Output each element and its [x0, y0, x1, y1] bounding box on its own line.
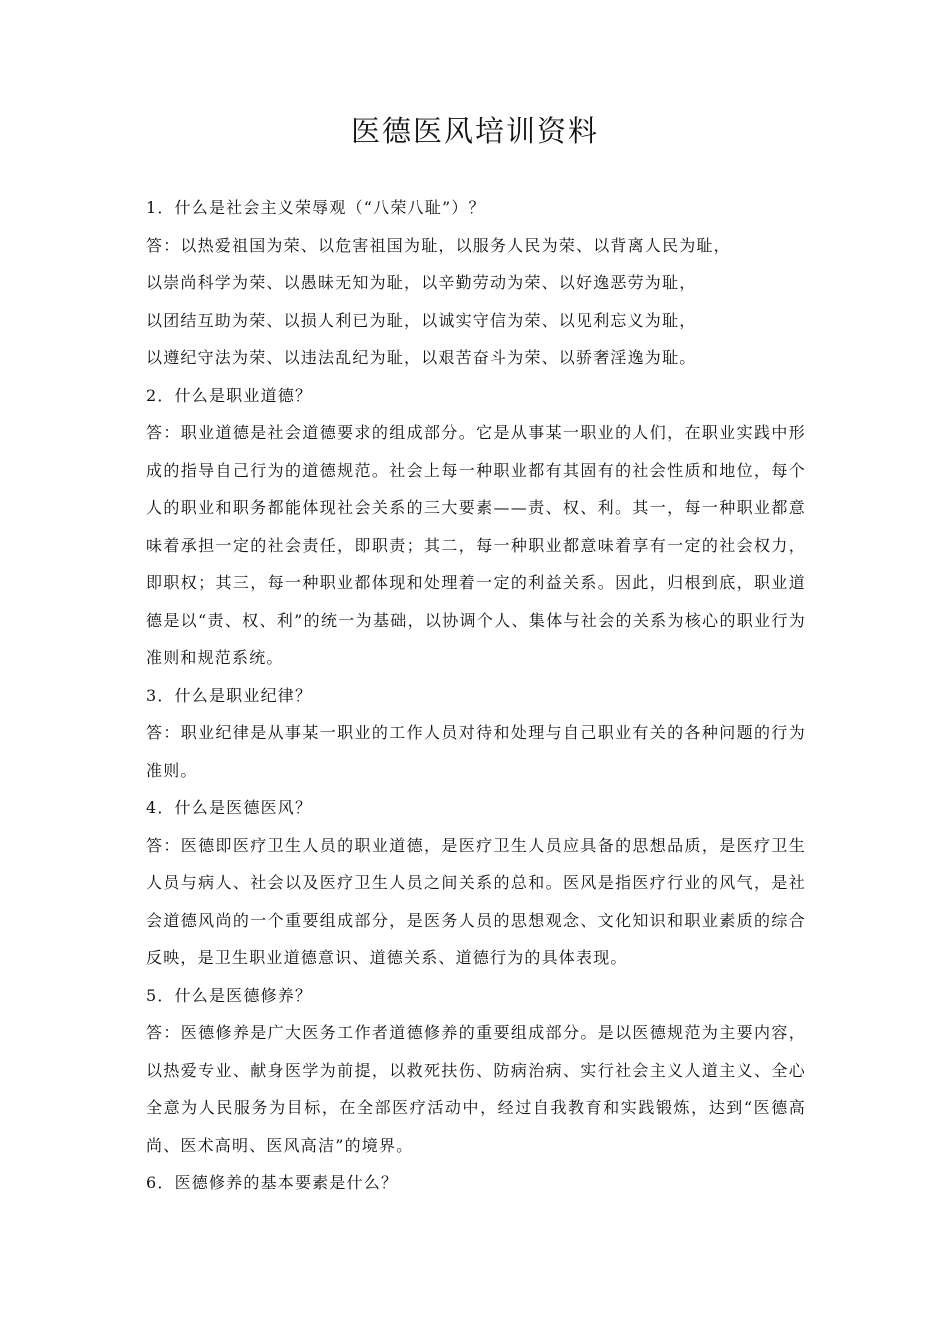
- answer-4: 答：医德即医疗卫生人员的职业道德，是医疗卫生人员应具备的思想品质，是医疗卫生人员与病人、社会以及医疗卫生人员之间关系的总和。医风是指医疗行业的风气，是社会道德风尚的一个重要组成部分，是医务人员的思想观念、文化知识和职业素质的综合反映，是卫生职业道德意识、道德关系、道德行为的具体表现。: [146, 835, 806, 967]
- answer-1-line-3: 以团结互助为荣、以损人利已为耻，以诚实守信为荣、以见利忘义为耻，: [146, 310, 697, 330]
- answer-1-line-4: 以遵纪守法为荣、以违法乱纪为耻，以艰苦奋斗为荣、以骄奢淫逸为耻。: [146, 348, 697, 367]
- question-1: 1．什么是社会主义荣辱观（“八荣八耻”）？: [146, 198, 486, 217]
- question-5: 5．什么是医德修养？: [146, 985, 313, 1005]
- answer-5: 答：医德修养是广大医务工作者道德修养的重要组成部分。是以医德规范为主要内容，以热爱专业、献身医学为前提，以救死扶伤、防病治病、实行社会主义人道主义、全心全意为人民服务为目标，在全部医疗活动中，经过自我教育和实践锻炼，达到“医德高尚、医术高明、医风高洁”的境界。: [146, 1023, 806, 1155]
- question-2: 2．什么是职业道德？: [146, 385, 313, 405]
- answer-1-line-1: 答：以热爱祖国为荣、以危害祖国为耻，以服务人民为荣、以背离人民为耻，: [146, 235, 731, 255]
- document-title: 医德医风培训资料: [350, 114, 599, 148]
- question-4: 4．什么是医德医风？: [146, 798, 313, 817]
- question-3: 3．什么是职业纪律？: [146, 685, 313, 705]
- question-6: 6．医德修养的基本要素是什么？: [146, 1173, 399, 1192]
- answer-1-line-2: 以崇尚科学为荣、以愚昧无知为耻，以辛勤劳动为荣、以好逸恶劳为耻，: [146, 273, 697, 292]
- answer-3: 答：职业纪律是从事某一职业的工作人员对待和处理与自己职业有关的各种问题的行为准则。: [146, 723, 806, 780]
- answer-2: 答：职业道德是社会道德要求的组成部分。它是从事某一职业的人们，在职业实践中形成的指导自己行为的道德规范。社会上每一种职业都有其固有的社会性质和地位，每个人的职业和职务都能体现社会关系的三大要素——责、权、利。其一，每一种职业都意味着承担一定的社会责任，即职责；其二，每一种职业都意味着享有一定的社会权力，即职权；其三，每一种职业都体现和处理着一定的利益关系。因此，归根到底，职业道德是以“责、权、利”的统一为基础，以协调个人、集体与社会的关系为核心的职业行为准则和规范系统。: [146, 423, 806, 667]
- document-body: [146, 189, 806, 1202]
